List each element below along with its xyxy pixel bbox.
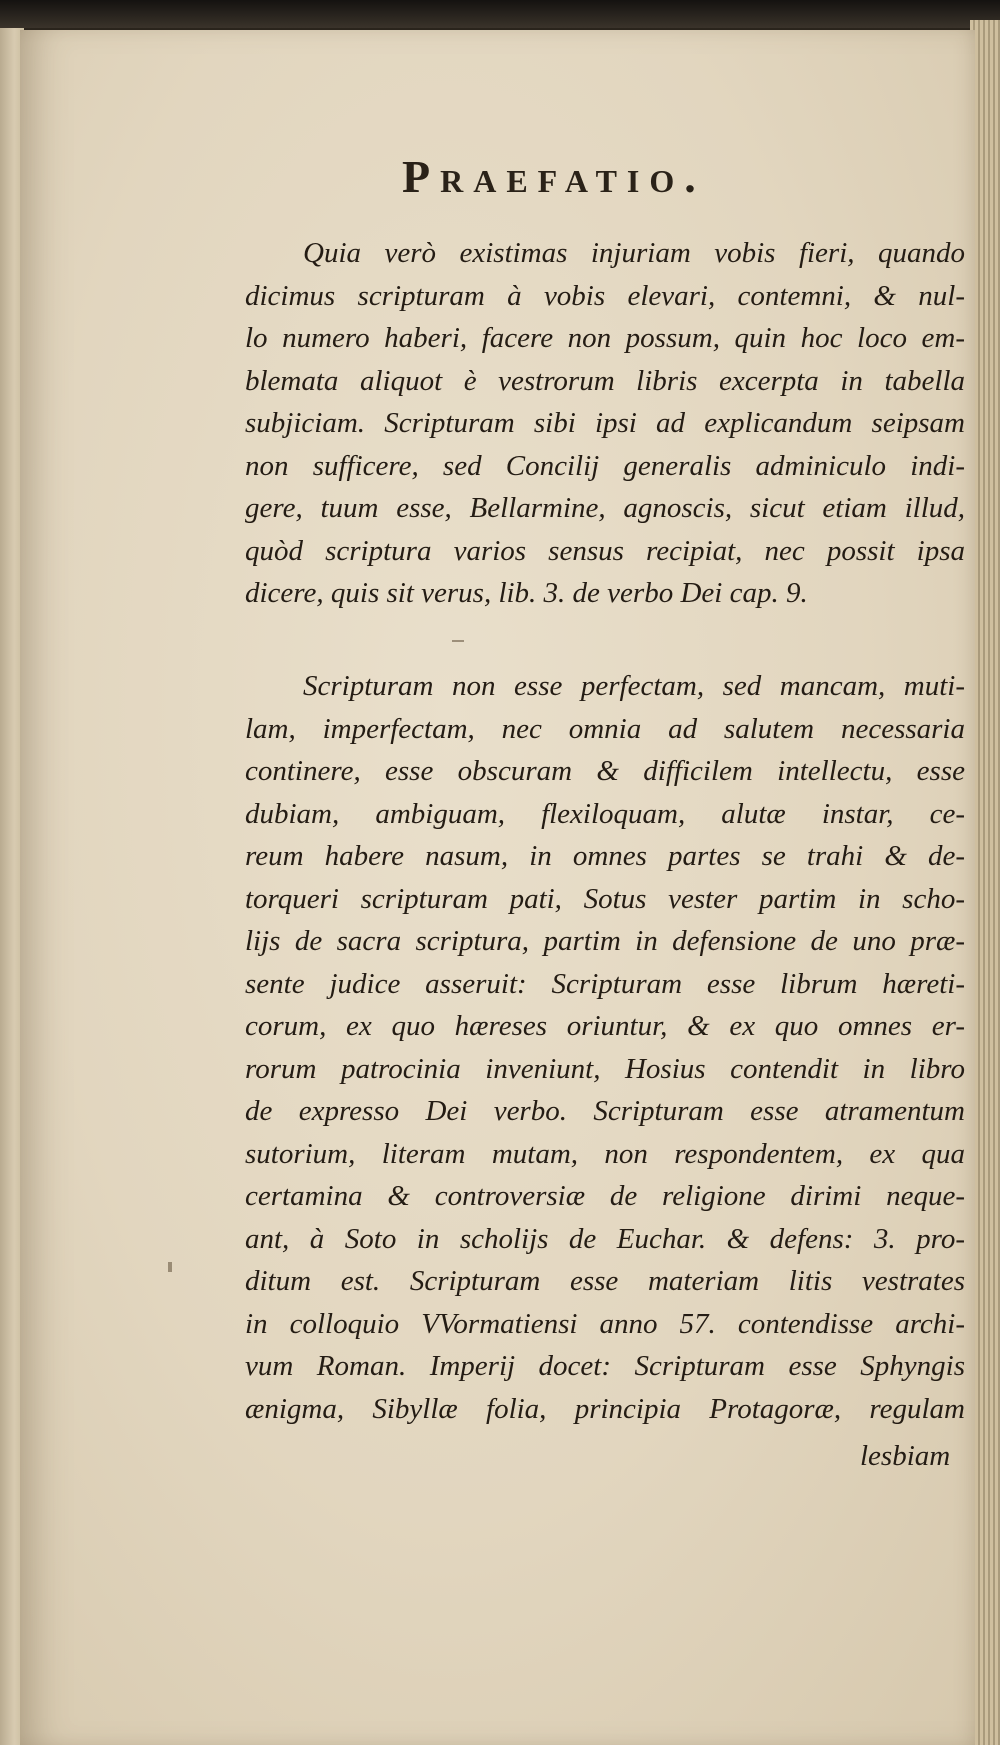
- catchword: lesbiam: [860, 1440, 951, 1472]
- text-line: non sufficere, sed Concilij generalis adminiculo indi-: [245, 449, 965, 482]
- text-line: dubiam, ambiguam, flexiloquam, alutæ instar, ce-: [245, 797, 965, 830]
- text-line: torqueri scripturam pati, Sotus vester partim in scho-: [245, 882, 965, 915]
- ink-mark: [168, 1262, 172, 1272]
- text-line: Quia verò existimas injuriam vobis fieri, quando: [303, 237, 965, 269]
- text-line: subjiciam. Scripturam sibi ipsi ad explicandum seipsam: [245, 407, 965, 439]
- text-line: de expresso Dei verbo. Scripturam esse atramentum: [245, 1095, 965, 1127]
- text-line: lo numero haberi, facere non possum, quin hoc loco em-: [245, 322, 965, 354]
- text-line: continere, esse obscuram & difficilem intellectu, esse: [245, 755, 965, 787]
- text-line: lijs de sacra scriptura, partim in defensione de uno præ-: [245, 925, 965, 957]
- text-line: ænigma, Sibyllæ folia, principia Protagoræ, regulam: [245, 1392, 965, 1425]
- text-line: sutorium, literam mutam, non respondentem, ex qua: [245, 1137, 965, 1170]
- book-top-edge: [0, 0, 1000, 28]
- text-line: certamina & controversiæ de religione dirimi neque-: [245, 1180, 965, 1212]
- text-line: rorum patrocinia inveniunt, Hosius contendit in libro: [245, 1052, 965, 1085]
- text-line: vum Roman. Imperij docet: Scripturam esse Sphyngis: [245, 1350, 965, 1382]
- text-line: lam, imperfectam, nec omnia ad salutem necessaria: [245, 712, 965, 745]
- text-line: dicimus scripturam à vobis elevari, contemni, & nul-: [245, 279, 965, 312]
- text-line: reum habere nasum, in omnes partes se trahi & de-: [245, 840, 965, 872]
- text-line: ant, à Soto in scholijs de Euchar. & defens: 3. pro-: [245, 1222, 965, 1255]
- text-line: quòd scriptura varios sensus recipiat, nec possit ipsa: [245, 534, 965, 567]
- paragraph-2: [245, 665, 965, 1430]
- text-line: Scripturam non esse perfectam, sed mancam, muti-: [303, 670, 965, 702]
- text-line: dicere, quis sit verus, lib. 3. de verbo Dei cap. 9.: [245, 577, 808, 609]
- text-line: corum, ex quo hæreses oriuntur, & ex quo omnes er-: [245, 1010, 965, 1042]
- text-line: ditum est. Scripturam esse materiam litis vestrates: [245, 1265, 965, 1297]
- ink-mark: [452, 640, 464, 642]
- text-line: blemata aliquot è vestrorum libris excerpta in tabella: [245, 364, 965, 397]
- page-heading: Praefatio.: [402, 151, 706, 202]
- paragraph-1: [245, 232, 965, 615]
- text-line: in colloquio VVormatiensi anno 57. contendisse archi-: [245, 1307, 965, 1340]
- text-line: sente judice asseruit: Scripturam esse librum hæreti-: [245, 967, 965, 1000]
- text-line: gere, tuum esse, Bellarmine, agnoscis, sicut etiam illud,: [245, 492, 965, 524]
